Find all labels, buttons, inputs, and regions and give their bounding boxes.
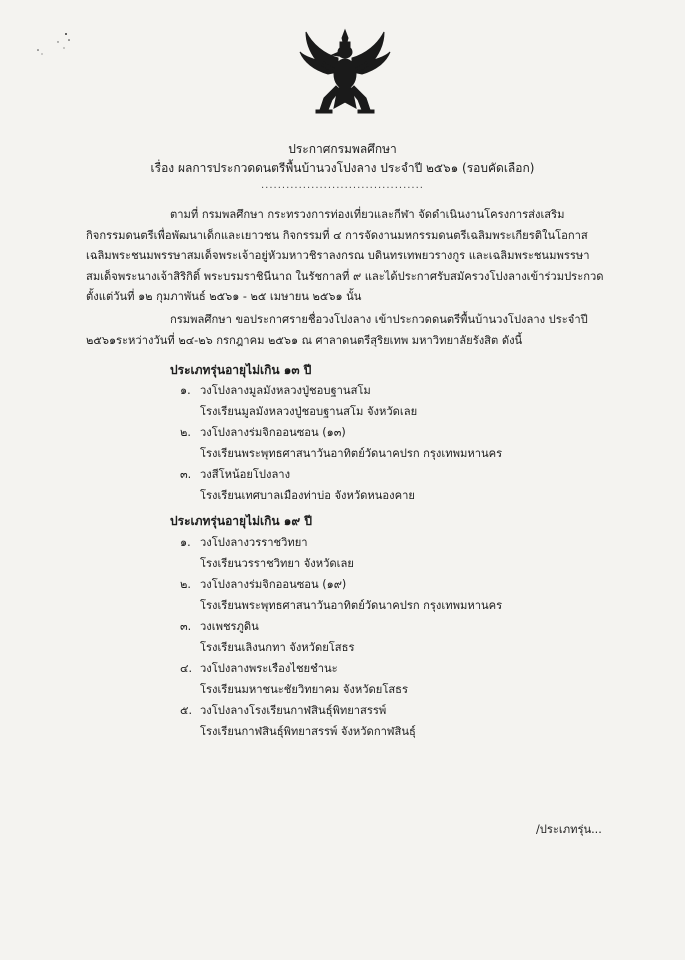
band-list-u13: [180, 381, 620, 507]
list-item: [180, 533, 620, 575]
list-item: [180, 423, 620, 465]
school-name: โรงเรียนพระพุทธศาสนาวันอาทิตย์วัดนาคปรก กรุงเทพมหานคร: [200, 599, 503, 612]
school-name: โรงเรียนเลิงนกทา จังหวัดยโสธร: [200, 641, 355, 654]
band-list-u19: [180, 533, 620, 743]
garuda-emblem-icon: [298, 28, 392, 118]
school-name: โรงเรียนพระพุทธศาสนาวันอาทิตย์วัดนาคปรก กรุงเทพมหานคร: [200, 447, 503, 460]
list-item: [180, 701, 620, 743]
title-separator: .......................................: [261, 180, 424, 191]
intro-paragraph: [86, 205, 626, 308]
band-name: วงสีโหน้อยโปงลาง: [200, 468, 291, 481]
scan-specks: [28, 28, 78, 68]
list-item: [180, 575, 620, 617]
list-item: [180, 465, 620, 507]
school-name: โรงเรียนวรราชวิทยา จังหวัดเลย: [200, 557, 354, 570]
announcement-title: ประกาศกรมพลศึกษา: [288, 142, 397, 156]
paragraph-line: ๒๕๖๑ระหว่างวันที่ ๒๔-๒๖ กรกฎาคม ๒๕๖๑ ณ ศาลาดนตรีสุริยเทพ มหาวิทยาลัยรังสิต ดังนี้: [86, 333, 523, 347]
item-number: ๓.: [180, 620, 192, 633]
band-name: วงเพชรภูดิน: [200, 620, 259, 633]
item-number: ๒.: [180, 578, 191, 591]
band-name: วงโปงลางโรงเรียนกาฬสินธุ์พิทยาสรรพ์: [200, 704, 387, 717]
band-name: วงโปงลางมูลมังหลวงปู่ชอบฐานสโม: [200, 384, 371, 397]
item-number: ๔.: [180, 662, 193, 675]
announcement-paragraph: [86, 310, 626, 351]
school-name: โรงเรียนมหาชนะชัยวิทยาคม จังหวัดยโสธร: [200, 683, 409, 696]
paragraph-line: ตามที่ กรมพลศึกษา กระทรวงการท่องเที่ยวและกีฬา จัดดำเนินงานโครงการส่งเสริม: [170, 208, 565, 221]
school-name: โรงเรียนเทศบาลเมืองท่าบ่อ จังหวัดหนองคาย: [200, 489, 415, 502]
item-number: ๑.: [180, 536, 191, 549]
category-heading-u19: ประเภทรุ่นอายุไม่เกิน ๑๙ ปี: [170, 514, 312, 528]
band-name: วงโปงลางพระเรืองไชยชำนะ: [200, 662, 338, 675]
paragraph-line: สมเด็จพระนางเจ้าสิริกิติ์ พระบรมราชินีนาถ ในรัชกาลที่ ๙ และได้ประกาศรับสมัครวงโปงลางเข้าร่วมประกวด: [86, 269, 604, 283]
list-item: [180, 381, 620, 423]
list-item: [180, 617, 620, 659]
school-name: โรงเรียนกาฬสินธุ์พิทยาสรรพ์ จังหวัดกาฬสินธุ์: [200, 725, 416, 738]
list-item: [180, 659, 620, 701]
band-name: วงโปงลางร่มจิกออนซอน (๑๓): [200, 426, 346, 439]
band-name: วงโปงลางร่มจิกออนซอน (๑๙): [200, 578, 347, 591]
continuation-note: /ประเภทรุ่น...: [536, 823, 602, 836]
paragraph-line: ตั้งแต่วันที่ ๑๒ กุมภาพันธ์ ๒๕๖๑ - ๒๕ เมษายน ๒๕๖๑ นั้น: [86, 290, 362, 303]
announcement-subject: เรื่อง ผลการประกวดดนตรีพื้นบ้านวงโปงลาง ประจำปี ๒๕๖๑ (รอบคัดเลือก): [150, 161, 535, 175]
category-heading-u13: ประเภทรุ่นอายุไม่เกิน ๑๓ ปี: [170, 363, 312, 377]
band-name: วงโปงลางวรราชวิทยา: [200, 536, 308, 549]
paragraph-line: เฉลิมพระชนมพรรษาสมเด็จพระเจ้าอยู่หัวมหาวชิราลงกรณ บดินทรเทพยวรางกูร และเฉลิมพระชนมพรรษา: [86, 249, 590, 262]
item-number: ๕.: [180, 704, 193, 717]
item-number: ๒.: [180, 426, 191, 439]
paragraph-line: กิจกรรมดนตรีเพื่อพัฒนาเด็กและเยาวชน กิจกรรมที่ ๔ การจัดงานมหกรรมดนตรีเฉลิมพระเกียรติในโอกาส: [86, 228, 588, 242]
paragraph-line: กรมพลศึกษา ขอประกาศรายชื่อวงโปงลาง เข้าประกวดดนตรีพื้นบ้านวงโปงลาง ประจำปี: [170, 313, 588, 326]
school-name: โรงเรียนมูลมังหลวงปู่ชอบฐานสโม จังหวัดเลย: [200, 405, 418, 418]
item-number: ๓.: [180, 468, 192, 481]
item-number: ๑.: [180, 384, 191, 397]
